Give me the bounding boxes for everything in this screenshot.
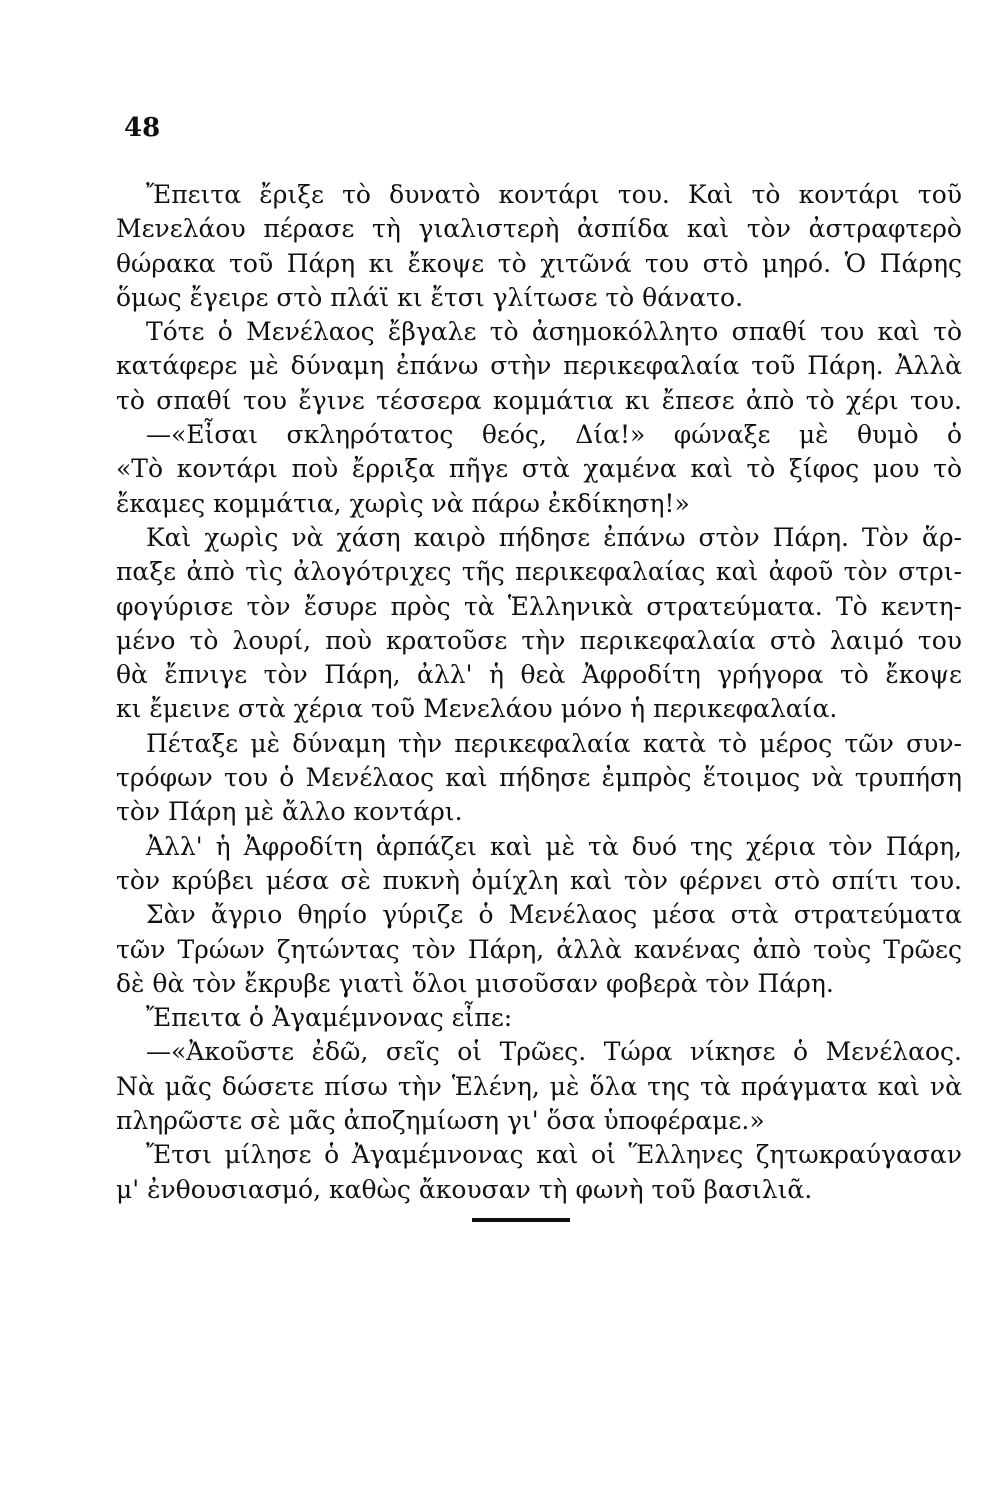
text-line: Νὰ μᾶς δώσετε πίσω τὴν Ἑλένη, μὲ ὅλα της τὰ πράγματα καὶ νὰ [116, 1071, 962, 1101]
text-line: Καὶ χωρὶς νὰ χάση καιρὸ πήδησε ἐπάνω στὸν Πάρη. Τὸν ἅρ- [146, 522, 962, 552]
text-line: πληρῶστε σὲ μᾶς ἀποζημίωση γι' ὅσα ὑποφέραμε.» [116, 1106, 765, 1136]
text-line: Ἔπειτα ἔριξε τὸ δυνατὸ κοντάρι του. Καὶ τὸ κοντάρι τοῦ [146, 180, 962, 209]
page-number: 48 [124, 113, 161, 143]
text-line: —«Ἀκοῦστε ἐδῶ, σεῖς οἱ Τρῶες. Τώρα νίκησε ὁ Μενέλαος. [146, 1037, 962, 1067]
text-line: θώρακα τοῦ Πάρη κι ἔκοψε τὸ χιτῶνά του στὸ μηρό. Ὁ Πάρης [116, 248, 962, 278]
text-line: Ἔπειτα ὁ Ἀγαμέμνονας εἶπε: [146, 1003, 513, 1033]
text-line: κι ἔμεινε στὰ χέρια τοῦ Μενελάου μόνο ἡ περικεφαλαία. [116, 694, 838, 724]
text-line: τὸν κρύβει μέσα σὲ πυκνὴ ὀμίχλη καὶ τὸν φέρνει στὸ σπίτι του. [116, 865, 962, 895]
text-line: ἔκαμες κομμάτια, χωρὶς νὰ πάρω ἐκδίκηση!» [116, 488, 690, 518]
text-line: Σὰν ἄγριο θηρίο γύριζε ὁ Μενέλαος μέσα στὰ στρατεύματα [146, 900, 962, 930]
text-line: φογύρισε τὸν ἔσυρε πρὸς τὰ Ἑλληνικὰ στρατεύματα. Τὸ κεντη- [116, 591, 962, 621]
text-line: Πέταξε μὲ δύναμη τὴν περικεφαλαία κατὰ τὸ μέρος τῶν συν- [146, 728, 962, 758]
text-line: τῶν Τρώων ζητώντας τὸν Πάρη, ἀλλὰ κανένας ἀπὸ τοὺς Τρῶες [116, 934, 962, 964]
text-line: δὲ θὰ τὸν ἔκρυβε γιατὶ ὅλοι μισοῦσαν φοβερὰ τὸν Πάρη. [116, 968, 834, 998]
text-line: θὰ ἔπνιγε τὸν Πάρη, ἀλλ' ἡ θεὰ Ἀφροδίτη γρήγορα τὸ ἔκοψε [116, 660, 962, 690]
text-line: Ἔτσι μίλησε ὁ Ἀγαμέμνονας καὶ οἱ Ἕλληνες ζητωκραύγασαν [146, 1140, 962, 1170]
text-line: ὅμως ἔγειρε στὸ πλάϊ κι ἔτσι γλίτωσε τὸ θάνατο. [116, 282, 744, 312]
text-line: κατάφερε μὲ δύναμη ἐπάνω στὴν περικεφαλαία τοῦ Πάρη. Ἀλλὰ [116, 351, 962, 381]
text-line: «Τὸ κοντάρι ποὺ ἔρριξα πῆγε στὰ χαμένα καὶ τὸ ξίφος μου τὸ [116, 454, 962, 484]
text-line: μ' ἐνθουσιασμό, καθὼς ἄκουσαν τὴ φωνὴ τοῦ βασιλιᾶ. [116, 1174, 813, 1204]
text-line: —«Εἶσαι σκληρότατος θεός, Δία!» φώναξε μὲ θυμὸ ὁ [146, 420, 962, 450]
text-line: τὸν Πάρη μὲ ἄλλο κοντάρι. [116, 797, 463, 827]
text-line: Τότε ὁ Μενέλαος ἔβγαλε τὸ ἀσημοκόλλητο σπαθί του καὶ τὸ [146, 317, 962, 347]
text-line: Μενελάου πέρασε τὴ γιαλιστερὴ ἀσπίδα καὶ τὸν ἀστραφτερὸ [116, 214, 962, 244]
text-line: τὸ σπαθί του ἔγινε τέσσερα κομμάτια κι ἔπεσε ἀπὸ τὸ χέρι του. [116, 385, 962, 415]
text-line: τρόφων του ὁ Μενέλαος καὶ πήδησε ἐμπρὸς ἕτοιμος νὰ τρυπήση [116, 763, 962, 793]
end-of-chapter-rule [472, 1218, 570, 1222]
text-line: Ἀλλ' ἡ Ἀφροδίτη ἁρπάζει καὶ μὲ τὰ δυό της χέρια τὸν Πάρη, [146, 831, 962, 861]
text-line: παξε ἀπὸ τὶς ἀλογότριχες τῆς περικεφαλαίας καὶ ἀφοῦ τὸν στρι- [116, 557, 962, 587]
text-line: μένο τὸ λουρί, ποὺ κρατοῦσε τὴν περικεφαλαία στὸ λαιμό του [116, 625, 962, 655]
body-text [116, 178, 962, 1207]
